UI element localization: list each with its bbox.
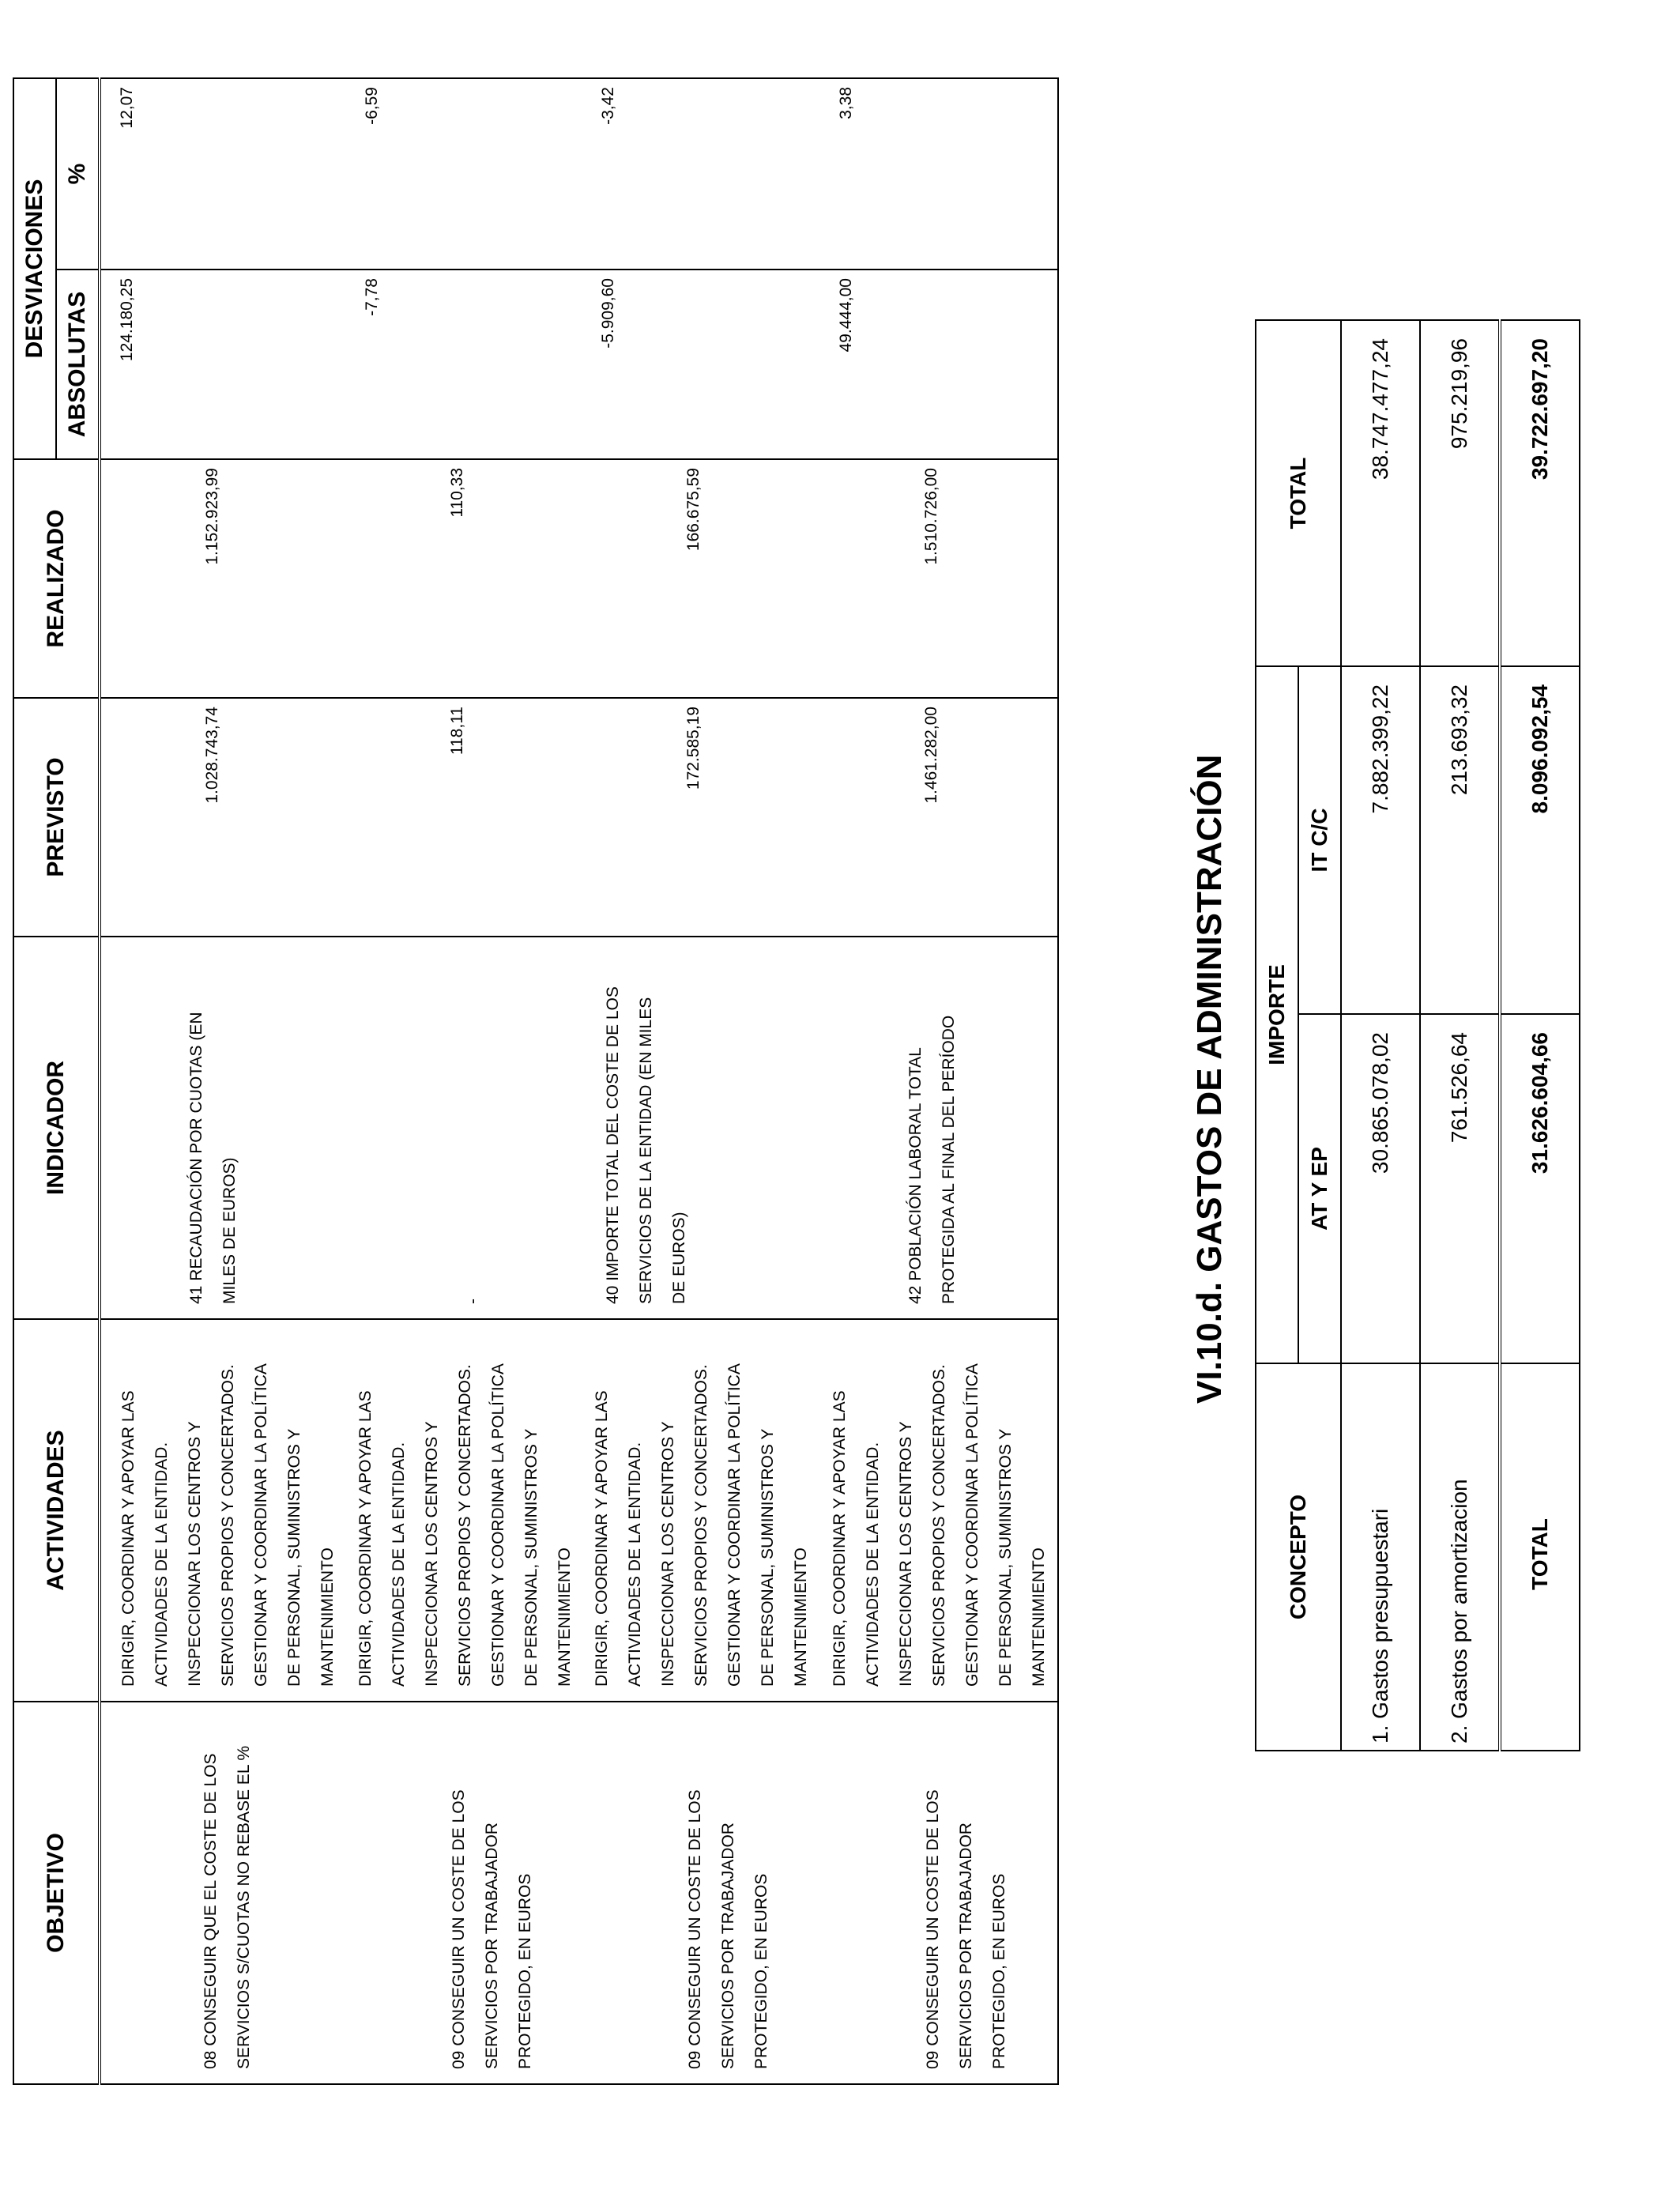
actividades-cell-line: ACTIVIDADES DE LA ENTIDAD. <box>626 1442 644 1687</box>
header-at-ep: AT Y EP <box>1298 1014 1341 1363</box>
total-row <box>1500 320 1580 1751</box>
admin-expenses-table <box>1255 319 1580 1751</box>
at-ep-cell: 30.865.078,02 <box>1341 1014 1420 1363</box>
actividades-cell-line: DE PERSONAL, SUMINISTROS Y <box>285 1428 303 1687</box>
indicador-cell-line: PROTEGIDA AL FINAL DEL PERÍODO <box>940 1015 959 1304</box>
indicador-cell <box>346 937 582 1319</box>
realizado-cell: 110,33 <box>346 459 582 698</box>
header-objetivo: OBJETIVO <box>13 1702 100 2084</box>
actividades-cell-line: INSPECCIONAR LOS CENTROS Y <box>659 1421 677 1687</box>
table-row <box>1341 320 1420 1751</box>
actividades-cell-line: GESTIONAR Y COORDINAR LA POLÍTICA <box>725 1363 744 1687</box>
header-total: TOTAL <box>1256 320 1341 666</box>
absolutas-cell: 124.180,25 <box>100 270 346 459</box>
indicador-cell <box>820 937 1058 1319</box>
realizado-cell: 1.152.923,99 <box>100 459 346 698</box>
porcentaje-cell: 3,38 <box>820 78 1058 270</box>
objetivo-cell-line: 09 CONSEGUIR UN COSTE DE LOS <box>924 1789 943 2069</box>
actividades-cell-line: DE PERSONAL, SUMINISTROS Y <box>759 1428 777 1687</box>
porcentaje-cell: -3,42 <box>582 78 820 270</box>
table-row <box>346 78 582 2084</box>
realizado-cell: 1.510.726,00 <box>820 459 1058 698</box>
objetivo-cell-line: PROTEGIDO, EN EUROS <box>752 1873 770 2069</box>
actividades-cell-line: GESTIONAR Y COORDINAR LA POLÍTICA <box>252 1363 270 1687</box>
it-cc-cell: 7.882.399,22 <box>1341 666 1420 1014</box>
actividades-cell-line: MANTENIMIENTO <box>792 1547 810 1687</box>
actividades-cell-line: DIRIGIR, COORDINAR Y APOYAR LAS <box>119 1390 137 1687</box>
actividades-cell-line: DE PERSONAL, SUMINISTROS Y <box>522 1428 541 1687</box>
objetivo-cell <box>582 1702 820 2084</box>
previsto-cell: 118,11 <box>346 698 582 937</box>
it-cc-cell: 213.693,32 <box>1420 666 1500 1014</box>
header-actividades: ACTIVIDADES <box>13 1319 100 1702</box>
total-label: TOTAL <box>1500 1363 1580 1751</box>
total-total: 39.722.697,20 <box>1500 320 1580 666</box>
table-row <box>100 78 346 2084</box>
porcentaje-cell: -6,59 <box>346 78 582 270</box>
total-cell: 38.747.477,24 <box>1341 320 1420 666</box>
previsto-cell: 1.028.743,74 <box>100 698 346 937</box>
objetivo-cell-line: 09 CONSEGUIR UN COSTE DE LOS <box>449 1789 468 2069</box>
actividades-cell <box>820 1319 1058 1702</box>
realizado-cell: 166.675,59 <box>582 459 820 698</box>
header-absolutas: ABSOLUTAS <box>56 270 100 459</box>
actividades-cell-line: ACTIVIDADES DE LA ENTIDAD. <box>153 1442 171 1687</box>
header-previsto: PREVISTO <box>13 698 100 937</box>
concepto-cell: 2. Gastos por amortizacion <box>1420 1363 1500 1751</box>
actividades-cell-line: DE PERSONAL, SUMINISTROS Y <box>996 1428 1015 1687</box>
objetivo-cell-line: 08 CONSEGUIR QUE EL COSTE DE LOS <box>202 1753 220 2069</box>
actividades-cell-line: ACTIVIDADES DE LA ENTIDAD. <box>389 1442 408 1687</box>
actividades-cell <box>100 1319 346 1702</box>
objetivo-cell-line: PROTEGIDO, EN EUROS <box>515 1873 534 2069</box>
header-porcentaje: % <box>56 78 100 270</box>
header-indicador: INDICADOR <box>13 937 100 1319</box>
actividades-cell-line: INSPECCIONAR LOS CENTROS Y <box>897 1421 916 1687</box>
actividades-cell <box>346 1319 582 1702</box>
concepto-cell: 1. Gastos presupuestari <box>1341 1363 1420 1751</box>
objectives-table-body <box>100 78 1058 2084</box>
actividades-cell-line: ACTIVIDADES DE LA ENTIDAD. <box>864 1442 883 1687</box>
actividades-cell-line: INSPECCIONAR LOS CENTROS Y <box>186 1421 204 1687</box>
absolutas-cell: 49.444,00 <box>820 270 1058 459</box>
actividades-cell-line: SERVICIOS PROPIOS Y CONCERTADOS. <box>930 1364 949 1687</box>
section-title: VI.10.d. GASTOS DE ADMINISTRACIÓN <box>1190 754 1229 1404</box>
actividades-cell-line: MANTENIMIENTO <box>1030 1547 1049 1687</box>
indicador-cell-line: DE EUROS) <box>670 1212 688 1304</box>
header-realizado: REALIZADO <box>13 459 100 698</box>
indicador-cell <box>582 937 820 1319</box>
indicador-cell-line: MILES DE EUROS) <box>220 1157 239 1304</box>
actividades-cell-line: SERVICIOS PROPIOS Y CONCERTADOS. <box>455 1364 474 1687</box>
actividades-cell-line: DIRIGIR, COORDINAR Y APOYAR LAS <box>831 1390 849 1687</box>
indicador-cell-line: 40 IMPORTE TOTAL DEL COSTE DE LOS <box>604 986 622 1304</box>
objetivo-cell-line: SERVICIOS S/CUOTAS NO REBASE EL % <box>235 1745 253 2069</box>
table-row <box>1420 320 1500 1751</box>
at-ep-cell: 761.526,64 <box>1420 1014 1500 1363</box>
objetivo-cell-line: SERVICIOS POR TRABAJADOR <box>482 1823 501 2069</box>
actividades-cell <box>582 1319 820 1702</box>
objetivo-cell-line: 09 CONSEGUIR UN COSTE DE LOS <box>686 1789 704 2069</box>
objetivo-cell-line: PROTEGIDO, EN EUROS <box>990 1873 1009 2069</box>
actividades-cell-line: MANTENIMIENTO <box>318 1547 337 1687</box>
actividades-cell-line: GESTIONAR Y COORDINAR LA POLÍTICA <box>963 1363 982 1687</box>
header-desviaciones: DESVIACIONES <box>13 78 56 459</box>
absolutas-cell: -5.909,60 <box>582 270 820 459</box>
indicador-cell-line: 41 RECAUDACIÓN POR CUOTAS (EN <box>187 1012 205 1304</box>
actividades-cell-line: SERVICIOS PROPIOS Y CONCERTADOS. <box>692 1364 710 1687</box>
header-concepto: CONCEPTO <box>1256 1363 1341 1751</box>
actividades-cell-line: MANTENIMIENTO <box>555 1547 574 1687</box>
header-importe: IMPORTE <box>1256 666 1298 1363</box>
previsto-cell: 1.461.282,00 <box>820 698 1058 937</box>
indicador-cell-line: 42 POBLACIÓN LABORAL TOTAL <box>906 1047 925 1304</box>
objetivo-cell <box>100 1702 346 2084</box>
objetivo-cell-line: SERVICIOS POR TRABAJADOR <box>719 1823 737 2069</box>
objetivo-cell <box>820 1702 1058 2084</box>
indicador-cell <box>100 937 346 1319</box>
indicador-cell-line: SERVICIOS DE LA ENTIDAD (EN MILES <box>637 997 655 1304</box>
actividades-cell-line: DIRIGIR, COORDINAR Y APOYAR LAS <box>356 1390 375 1687</box>
total-cell: 975.219,96 <box>1420 320 1500 666</box>
table-row <box>820 78 1058 2084</box>
objectives-table <box>13 77 1059 2085</box>
actividades-cell-line: INSPECCIONAR LOS CENTROS Y <box>422 1421 441 1687</box>
porcentaje-cell: 12,07 <box>100 78 346 270</box>
header-it-cc: IT C/C <box>1298 666 1341 1014</box>
total-at-ep: 31.626.604,66 <box>1500 1014 1580 1363</box>
objetivo-cell <box>346 1702 582 2084</box>
actividades-cell-line: DIRIGIR, COORDINAR Y APOYAR LAS <box>593 1390 611 1687</box>
table-row <box>582 78 820 2084</box>
total-it-cc: 8.096.092,54 <box>1500 666 1580 1014</box>
absolutas-cell: -7,78 <box>346 270 582 459</box>
actividades-cell-line: SERVICIOS PROPIOS Y CONCERTADOS. <box>219 1364 237 1687</box>
actividades-cell-line: GESTIONAR Y COORDINAR LA POLÍTICA <box>488 1363 507 1687</box>
previsto-cell: 172.585,19 <box>582 698 820 937</box>
objetivo-cell-line: SERVICIOS POR TRABAJADOR <box>957 1823 976 2069</box>
indicador-cell-line: - <box>463 1299 482 1304</box>
